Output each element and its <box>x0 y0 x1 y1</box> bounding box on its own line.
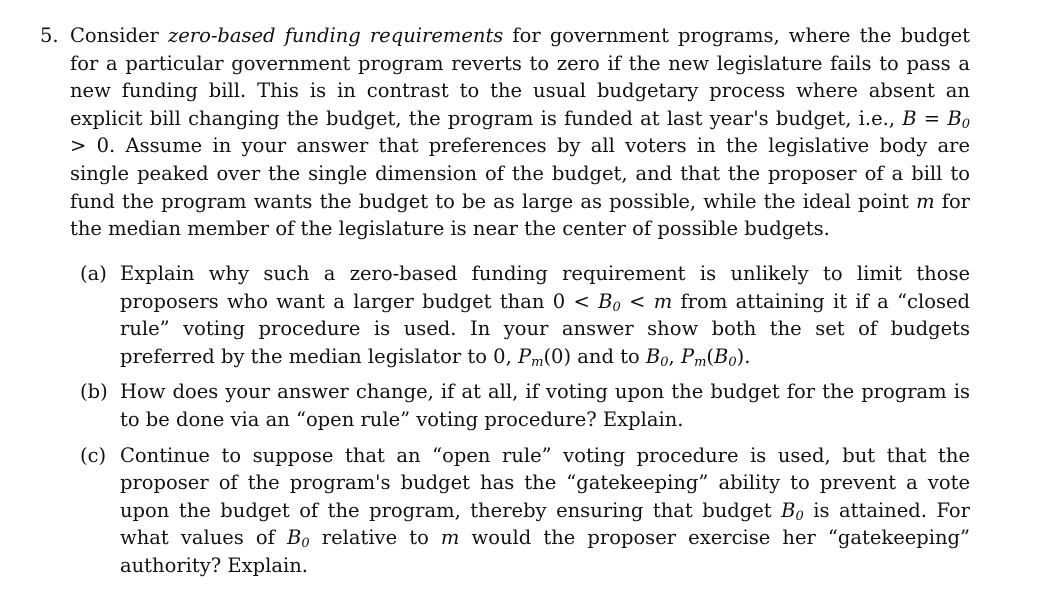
part-label: (c) <box>80 443 107 467</box>
math-variable: m <box>440 526 460 550</box>
math-expression: $0 < B_0 < m$ <box>552 289 673 315</box>
part-text: would the proposer exercise her “gatekeeping” authority? Explain. <box>120 526 971 577</box>
part-text: How does your answer change, if at all, if voting upon the budget for the program is to be done via an “open rule” voting procedure? Explain. <box>120 380 970 431</box>
part-text: is attained. For what values of <box>120 498 970 550</box>
math-expression: $B_0$ <box>645 344 669 370</box>
problem-number: 5. <box>40 24 59 47</box>
intro-text: for the median member of the legislature is near the center of possible budgets. <box>70 189 971 241</box>
math-variable: m <box>916 189 935 213</box>
intro-text: . Assume in your answer that preferences by all voters in the legislative body are single peaked over the single dimension of the budget, and that the proposer of a bill to fund the program wants the budget to be as large as possible, while the ideal point <box>70 134 970 213</box>
emphasized-term: zero-based funding requirements <box>167 24 504 47</box>
math-expression: $P_m(B_0)$ <box>680 344 745 370</box>
math-expression: $B_0$ <box>781 498 804 524</box>
problem-5 <box>40 22 970 243</box>
part-text: from attaining it if a “closed rule” voting procedure is used. In your answer show both the set of budgets preferred by the median legislator to 0, <box>120 289 970 368</box>
problem-parts <box>80 260 970 588</box>
math-expression: $B_0$ <box>287 526 310 552</box>
part-a <box>80 260 970 370</box>
math-expression: $P_m(0)$ <box>517 344 572 370</box>
part-b <box>80 378 970 433</box>
part-text: . <box>744 344 751 368</box>
part-text: , <box>668 344 681 368</box>
part-text: Continue to suppose that an “open rule” voting procedure is used, but that the proposer of the program's budget has the “gatekeeping” ability to prevent a vote upon the budget of the program, thereby ensuring that budget <box>120 443 970 522</box>
part-label: (b) <box>80 380 108 404</box>
part-c <box>80 442 970 580</box>
part-text: and to <box>571 344 646 368</box>
intro-text: for government programs, where the budget for a particular government program reverts to zero if the new legislature fails to pass a new funding bill. This is in contrast to the usual budgetary process where absent an explicit bill changing the budget, the program is funded at last year's budget, i.e., <box>70 24 971 130</box>
part-text: relative to <box>309 526 441 550</box>
part-label: (a) <box>80 262 107 285</box>
intro-text: Consider <box>70 24 168 47</box>
problem-statement <box>70 22 970 243</box>
part-text: Explain why such a zero-based funding requirement is unlikely to limit those proposers who want a larger budget than <box>120 262 970 313</box>
math-expression: $B = B_0 > 0$ <box>70 106 970 158</box>
